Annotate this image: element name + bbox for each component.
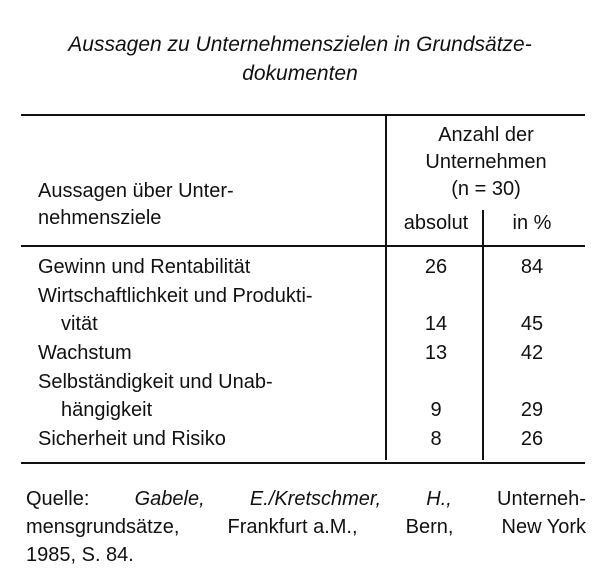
row-absolut: 13 bbox=[424, 342, 448, 364]
row-percent: 45 bbox=[520, 313, 544, 335]
row-absolut: 9 bbox=[430, 399, 442, 421]
title-line-2: dokumenten bbox=[242, 62, 358, 85]
source-prefix: Quelle: bbox=[26, 488, 90, 510]
subcolumn-divider bbox=[482, 210, 484, 460]
row-label-continued: hängigkeit bbox=[61, 399, 153, 421]
row-label-continued: vität bbox=[61, 313, 98, 335]
header-label-line-1: Aussagen über Unter- bbox=[38, 180, 234, 202]
column-header-percent: in % bbox=[512, 212, 552, 234]
source-line-1-end: Unterneh- bbox=[497, 488, 586, 510]
row-percent: 84 bbox=[520, 256, 544, 278]
goals-table bbox=[21, 114, 585, 464]
title-line-1: Aussagen zu Unternehmenszielen in Grundsätze- bbox=[68, 33, 532, 56]
row-label: Gewinn und Rentabilität bbox=[38, 256, 251, 278]
source-note bbox=[26, 485, 586, 569]
source-word: Bern, bbox=[405, 516, 454, 538]
row-label: Sicherheit und Risiko bbox=[38, 428, 226, 450]
source-word: New York bbox=[501, 516, 586, 538]
source-year-page: 1985, S. 84. bbox=[26, 544, 134, 566]
row-absolut: 26 bbox=[424, 256, 448, 278]
header-count-line-2: Unternehmen bbox=[425, 151, 547, 173]
source-author-2: E./Kretschmer, bbox=[249, 488, 382, 510]
source-author-1: Gabele, bbox=[134, 488, 205, 510]
header-label-line-2: nehmensziele bbox=[38, 207, 162, 229]
header-divider bbox=[21, 245, 585, 247]
source-line-3 bbox=[26, 541, 586, 569]
column-header-absolut: absolut bbox=[403, 212, 469, 234]
row-absolut: 14 bbox=[424, 313, 448, 335]
source-word: Frankfurt a.M., bbox=[227, 516, 358, 538]
header-count-line-3: (n = 30) bbox=[451, 178, 521, 200]
row-percent: 29 bbox=[520, 399, 544, 421]
document-title bbox=[0, 30, 600, 88]
row-percent: 26 bbox=[520, 428, 544, 450]
source-word: mensgrundsätze, bbox=[26, 516, 180, 538]
row-percent: 42 bbox=[520, 342, 544, 364]
row-label: Wachstum bbox=[38, 342, 132, 364]
row-absolut: 8 bbox=[430, 428, 442, 450]
source-line-2 bbox=[26, 513, 586, 541]
source-line-1 bbox=[26, 485, 586, 513]
row-label: Wirtschaftlichkeit und Produkti- bbox=[38, 285, 313, 307]
source-author-3: H., bbox=[426, 488, 452, 510]
header-count-line-1: Anzahl der bbox=[438, 124, 534, 146]
row-label: Selbständigkeit und Unab- bbox=[38, 371, 273, 393]
